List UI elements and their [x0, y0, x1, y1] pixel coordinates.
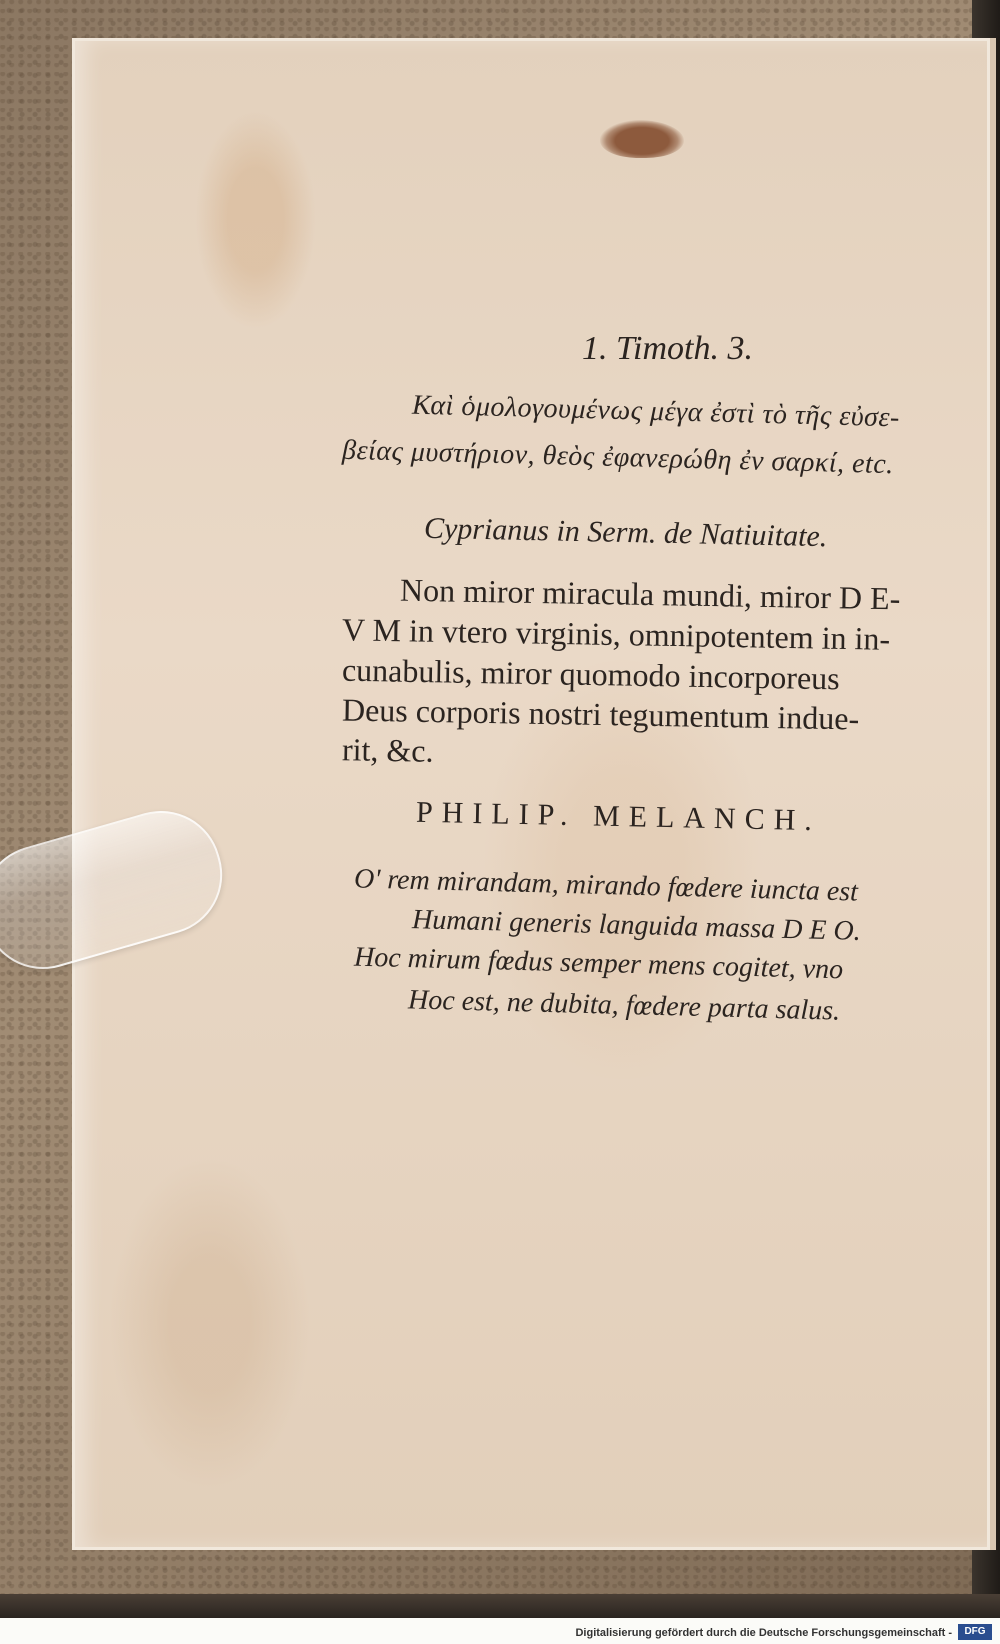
melanchthon-heading: PHILIP. MELANCH.	[415, 795, 822, 838]
book-page	[72, 38, 996, 1550]
cyprian-line-1: Non miror miracula mundi, miror D E-	[399, 571, 901, 617]
scripture-reference: 1. Timoth. 3.	[582, 330, 753, 367]
cyprian-heading: Cyprianus in Serm. de Natiuitate.	[423, 511, 828, 554]
footer-credit: Digitalisierung gefördert durch die Deutsche Forschungsgemeinschaft -	[575, 1627, 952, 1639]
greek-line-2: βείας μυστήριον, θεὸς ἐφανερώθη ἐν σαρκί, etc.	[341, 434, 895, 481]
cyprian-line-5: rit, &c.	[341, 731, 434, 769]
verse-line-4: Hoc est, ne dubita, fœdere parta salus.	[407, 984, 841, 1027]
greek-line-1: Καὶ ὁμολογουμένως μέγα ἐστὶ τὸ τῆς εὐσε-	[411, 389, 901, 434]
verse-line-1: O' rem mirandam, mirando fœdere iuncta est	[353, 863, 859, 908]
cyprian-line-2: V M in vtero virginis, omnipotentem in in-	[341, 611, 891, 657]
verse-line-2: Humani generis languida massa D E O.	[411, 904, 862, 947]
cyprian-line-3: cunabulis, miror quomodo incorporeus	[341, 651, 840, 697]
verse-line-3: Hoc mirum fœdus semper mens cogitet, vno	[353, 941, 844, 986]
footer-bar	[0, 1618, 1000, 1644]
ink-stain	[600, 120, 684, 158]
book-board-bottom	[0, 1594, 1000, 1618]
dfg-logo: DFG	[958, 1624, 992, 1640]
cyprian-line-4: Deus corporis nostri tegumentum indue-	[341, 691, 860, 737]
